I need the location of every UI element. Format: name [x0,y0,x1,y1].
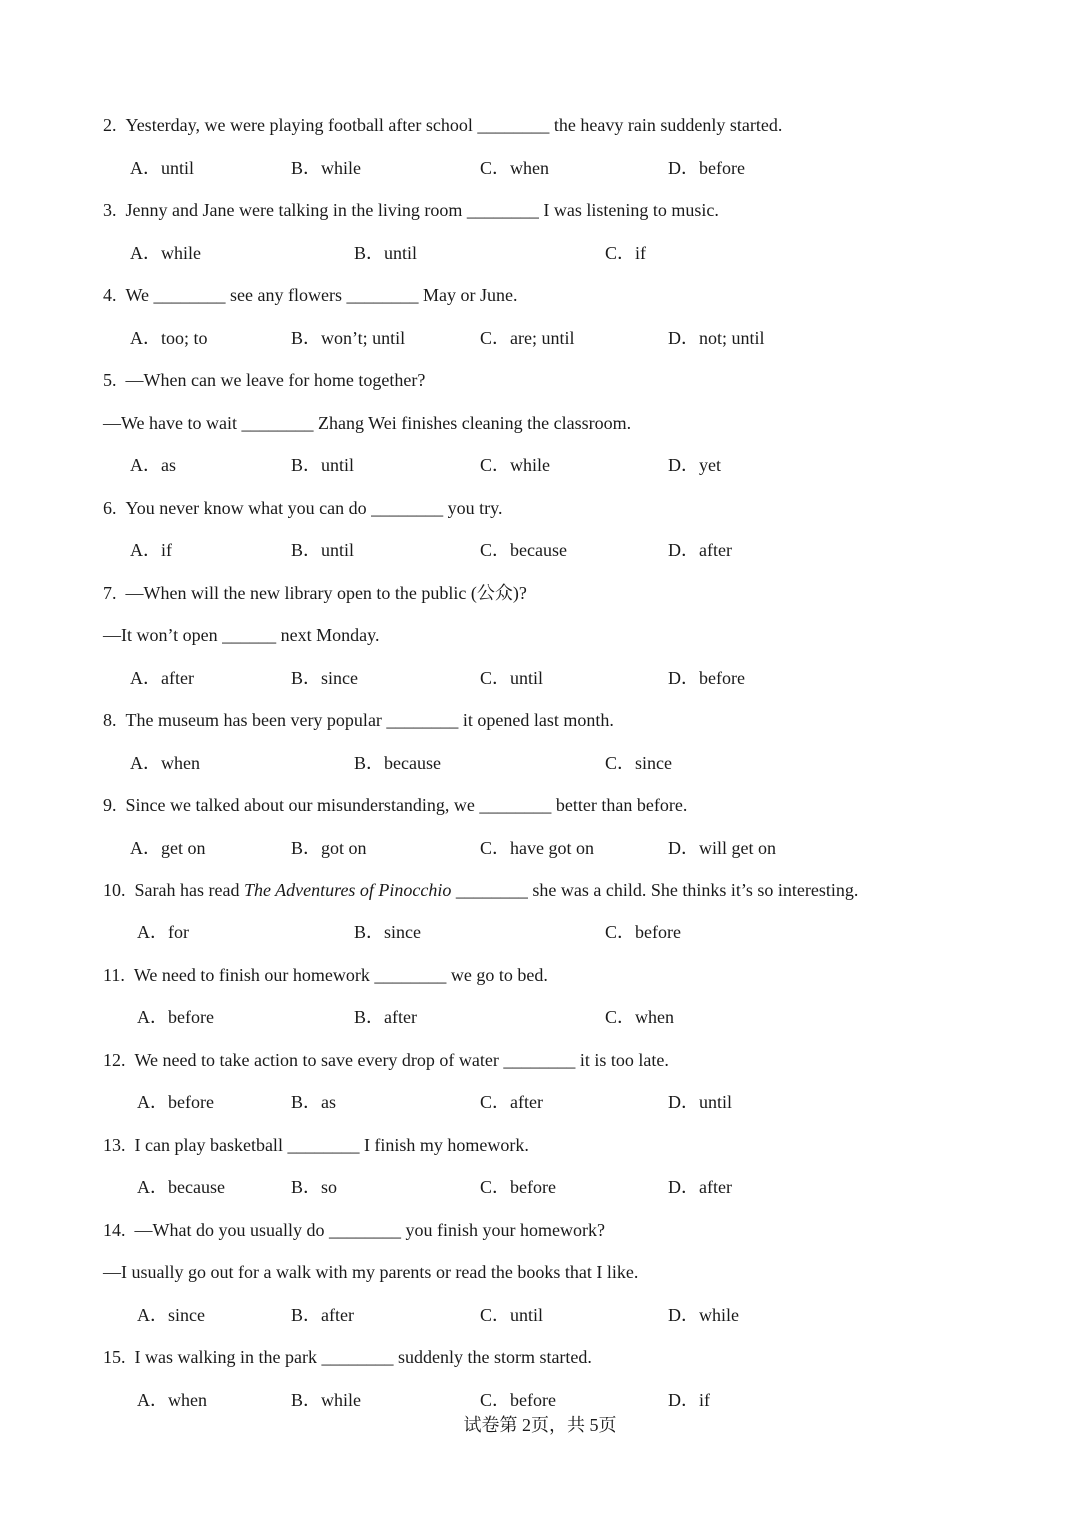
question-7-stem [103,581,527,605]
option-a: A．when [130,753,200,773]
question-text: —When can we leave for home together? [125,370,426,390]
question-8-stem [103,708,614,732]
option-c: C．after [480,1092,543,1112]
question-text: I was walking in the park ________ suddenly the storm started. [134,1347,592,1367]
option-b: B．after [354,1007,417,1027]
option-b: B．since [291,668,358,688]
option-d: D．before [668,158,745,178]
option-a: A．because [137,1177,225,1197]
question-number: 3. [103,200,117,220]
option-d: D．while [668,1305,739,1325]
question-number: 11. [103,965,125,985]
option-d: D．until [668,1092,733,1112]
option-a: A．if [130,540,172,560]
question-9-stem [103,793,687,817]
question-text-suffix: ________ she was a child. She thinks it’s so interesting. [451,880,859,900]
option-a: A．after [130,668,194,688]
question-number: 4. [103,285,117,305]
option-d: D．will get on [668,838,776,858]
question-15-stem [103,1345,592,1369]
question-number: 15. [103,1347,126,1367]
book-title: The Adventures of Pinocchio [243,880,452,900]
option-d: D．after [668,1177,732,1197]
question-12-stem [103,1048,669,1072]
question-text: Since we talked about our misunderstanding, we ________ better than before. [125,795,688,815]
question-text: We ________ see any flowers ________ May or June. [125,285,518,305]
option-c: C．before [480,1177,556,1197]
option-a: A．before [137,1007,214,1027]
question-text: You never know what you can do ________ you try. [125,498,503,518]
option-b: B．since [354,922,421,942]
option-c: C．before [605,922,681,942]
option-b: B．as [291,1092,336,1112]
option-d: D．before [668,668,745,688]
option-b: B．got on [291,838,367,858]
option-a: A．for [137,922,189,942]
question-text: I can play basketball ________ I finish my homework. [134,1135,529,1155]
question-number: 12. [103,1050,126,1070]
question-number: 14. [103,1220,126,1240]
option-c: C．since [605,753,672,773]
question-text: Jenny and Jane were talking in the living room ________ I was listening to music. [125,200,719,220]
option-c: C．until [480,1305,544,1325]
question-number: 9. [103,795,117,815]
option-a: A．until [130,158,195,178]
option-a: A．when [137,1390,207,1410]
question-3-stem [103,198,719,222]
option-b: B．while [291,1390,361,1410]
option-b: B．won’t; until [291,328,406,348]
page-footer: 试卷第 2页，共 5页 [463,1415,617,1435]
question-number: 8. [103,710,117,730]
option-d: D．not; until [668,328,765,348]
option-b: B．until [354,243,418,263]
question-text: We need to take action to save every drop of water ________ it is too late. [134,1050,669,1070]
option-b: B．because [354,753,441,773]
question-text: —What do you usually do ________ you finish your homework? [134,1220,605,1240]
question-text: —When will the new library open to the public (公众)? [125,583,527,603]
option-b: B．until [291,455,355,475]
option-c: C．if [605,243,647,263]
option-d: D．if [668,1390,710,1410]
question-14-reply: —I usually go out for a walk with my parents or read the books that I like. [103,1262,639,1282]
option-c: C．are; until [480,328,575,348]
option-c: C．when [605,1007,674,1027]
question-number: 10. [103,880,126,900]
question-5-stem [103,368,425,392]
option-d: D．after [668,540,732,560]
option-b: B．after [291,1305,354,1325]
option-b: B．so [291,1177,338,1197]
option-a: A．as [130,455,176,475]
option-c: C．while [480,455,550,475]
option-a: A．since [137,1305,205,1325]
question-11-stem [103,963,548,987]
option-d: D．yet [668,455,721,475]
option-c: C．have got on [480,838,594,858]
question-13-stem [103,1133,529,1157]
option-c: C．until [480,668,544,688]
option-c: C．before [480,1390,556,1410]
option-c: C．because [480,540,567,560]
question-14-stem [103,1218,605,1242]
question-text: We need to finish our homework ________ we go to bed. [133,965,548,985]
question-number: 13. [103,1135,126,1155]
option-c: C．when [480,158,549,178]
question-number: 5. [103,370,117,390]
question-text: The museum has been very popular ________ it opened last month. [125,710,614,730]
question-5-reply: —We have to wait ________ Zhang Wei finishes cleaning the classroom. [103,413,632,433]
question-number: 7. [103,583,117,603]
question-text-prefix: Sarah has read [134,880,244,900]
option-a: A．before [137,1092,214,1112]
option-b: B．while [291,158,361,178]
question-number: 2. [103,115,117,135]
question-number: 6. [103,498,117,518]
question-6-stem [103,496,502,520]
option-b: B．until [291,540,355,560]
option-a: A．while [130,243,201,263]
option-a: A．get on [130,838,206,858]
question-10-stem [103,878,858,902]
question-text: Yesterday, we were playing football after school ________ the heavy rain suddenly started. [125,115,783,135]
question-7-reply: —It won’t open ______ next Monday. [103,625,380,645]
question-4-stem [103,283,517,307]
option-a: A．too; to [130,328,208,348]
question-2-stem [103,113,782,137]
